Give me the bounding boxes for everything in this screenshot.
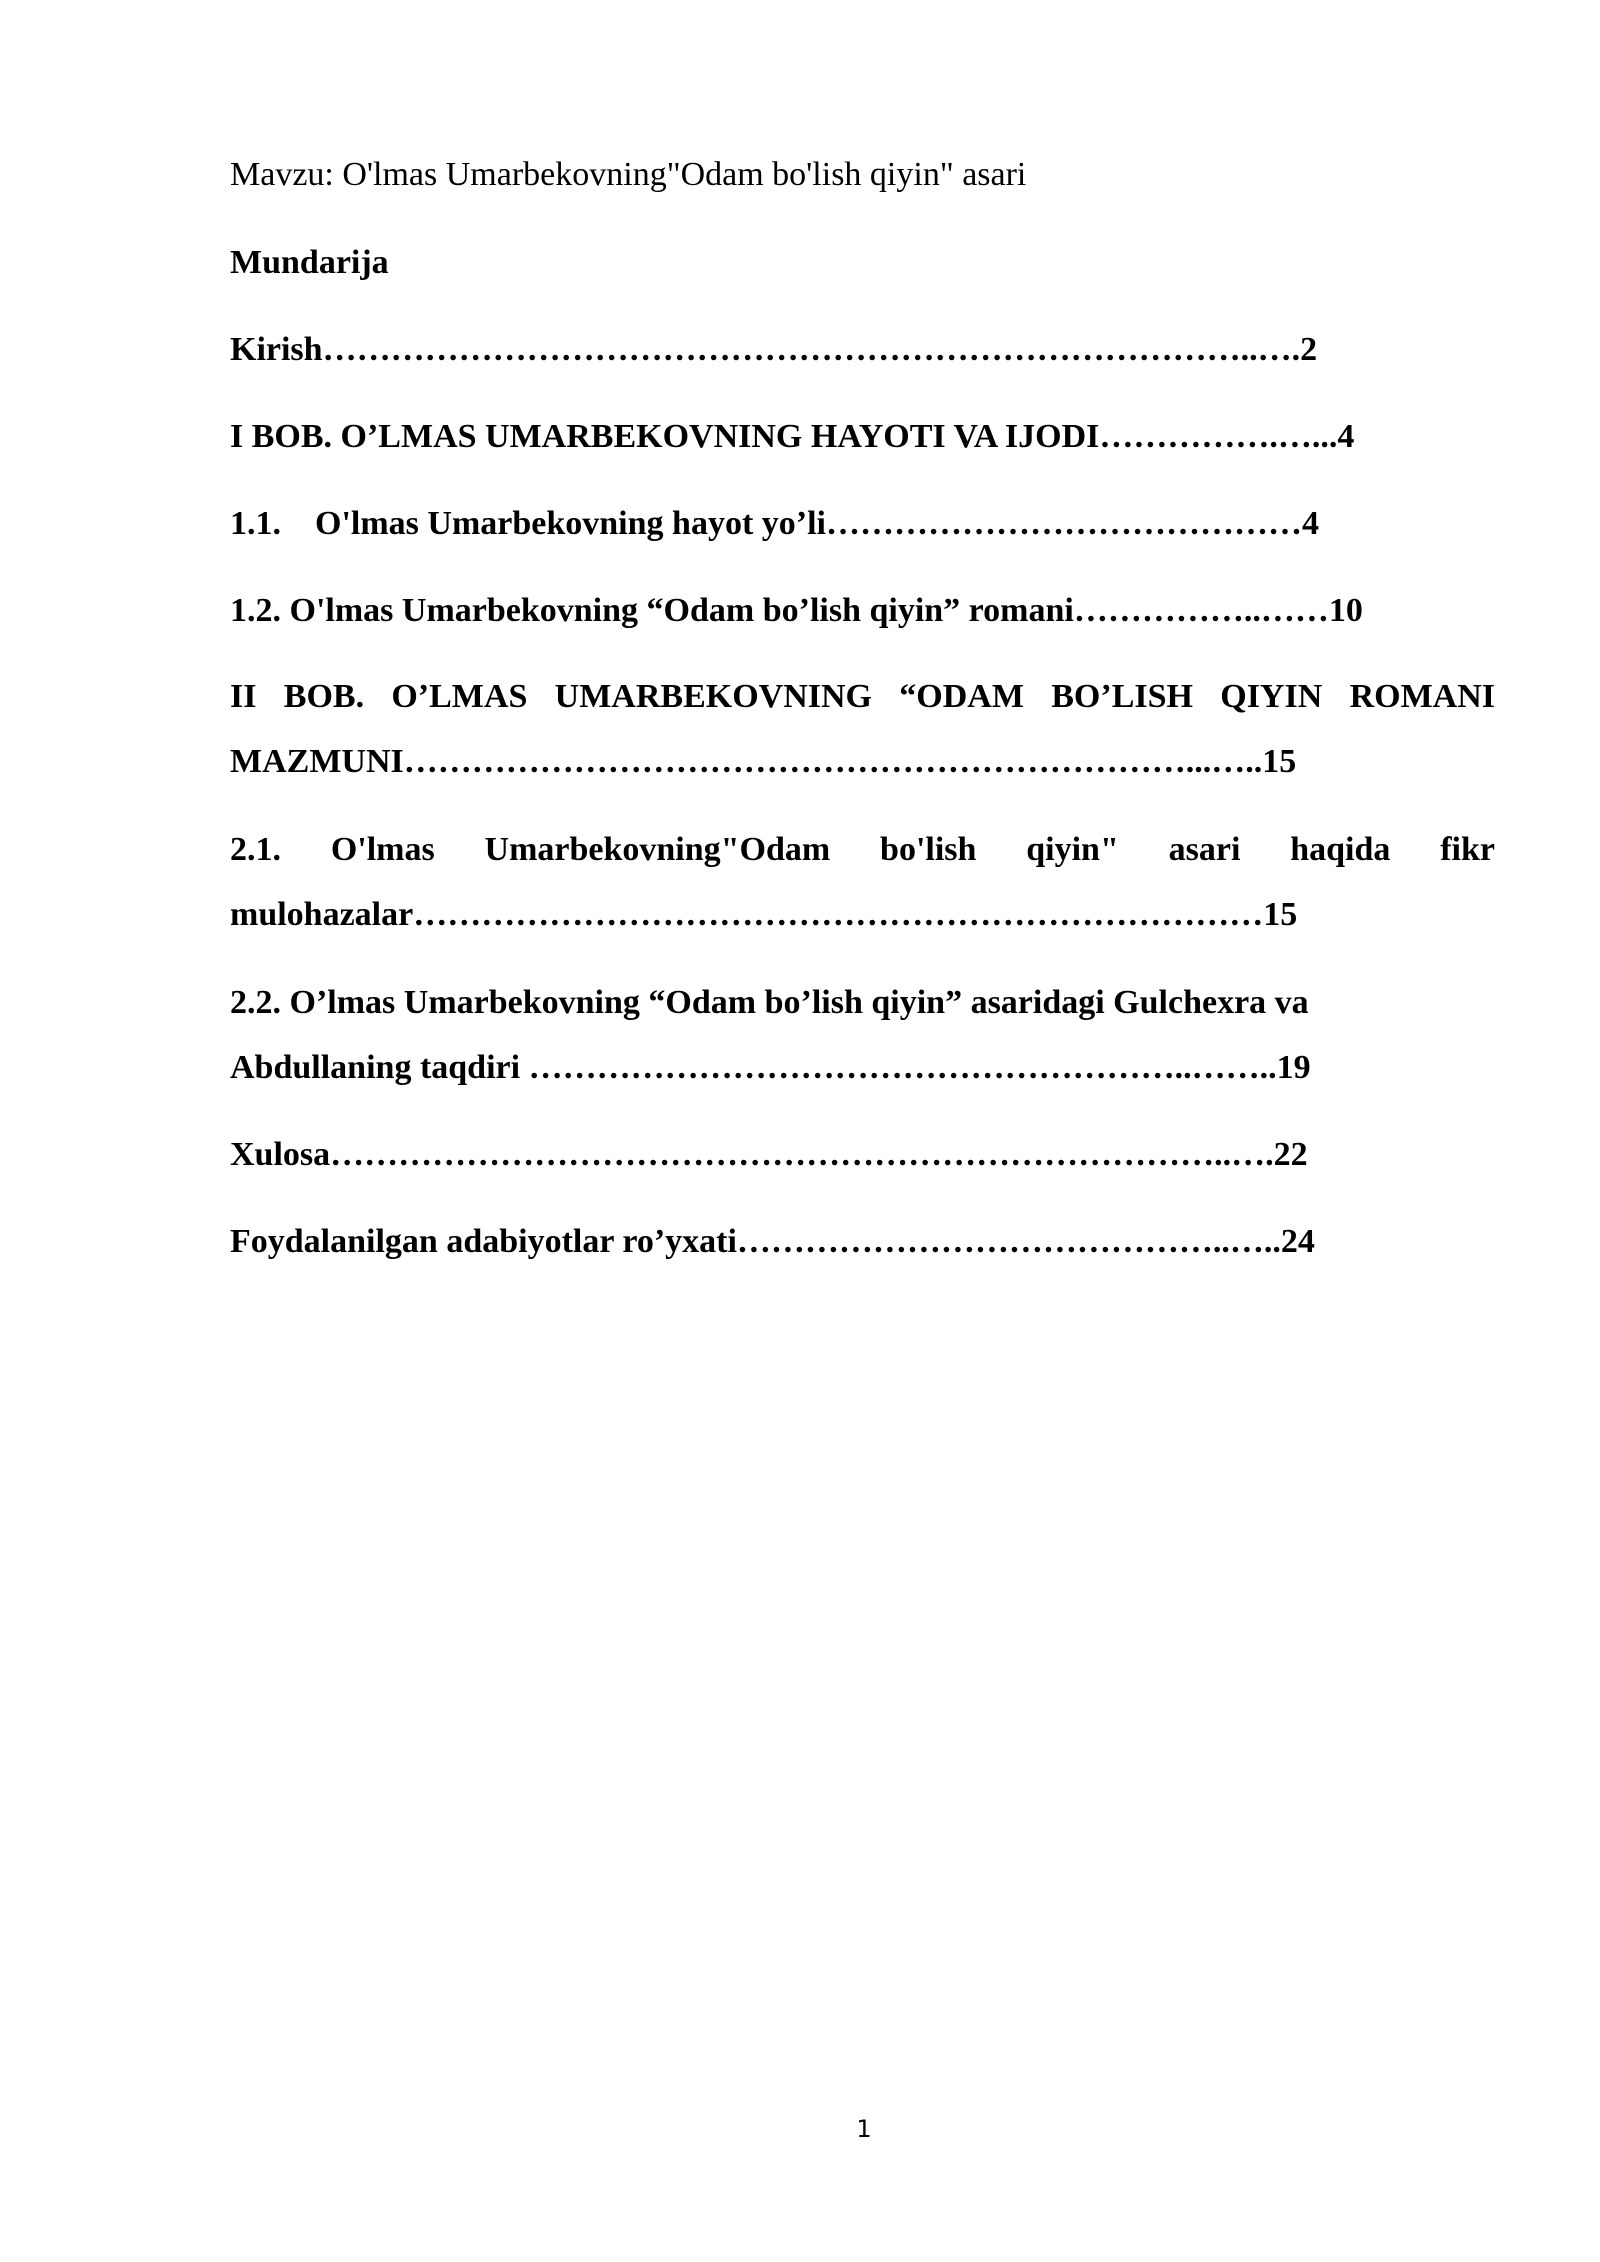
- toc-item-references: Foydalanilgan adabiyotlar ro’yxati……………………………………..…..24: [230, 1223, 1315, 1260]
- toc-item-chapter-2-line2: MAZMUNI……………………………………………………………...…..15: [230, 743, 1297, 780]
- toc-item-kirish: Kirish………………………………………………………………………..….2: [230, 331, 1318, 368]
- toc-item-chapter-2-line1: II BOB. O’LMAS UMARBEKOVNING “ODAM BO’LISH QIYIN ROMANI: [230, 678, 1495, 715]
- topic-line: Mavzu: O'lmas Umarbekovning"Odam bo'lish qiyin" asari: [230, 156, 1027, 193]
- toc-item-chapter-1: I BOB. O’LMAS UMARBEKOVNING HAYOTI VA IJODI…………….…...4: [230, 418, 1355, 455]
- toc-item-2-1-line1: 2.1. O'lmas Umarbekovning"Odam bo'lish qiyin" asari haqida fikr: [230, 831, 1495, 868]
- toc-item-2-1-line2: mulohazalar…………………………………………………………………15: [230, 896, 1298, 933]
- toc-item-1-1: 1.1. O'lmas Umarbekovning hayot yo’li……………………………………4: [230, 505, 1319, 542]
- toc-title: Mundarija: [230, 244, 389, 281]
- page-number: 1: [856, 2115, 872, 2143]
- toc-item-1-2: 1.2. O'lmas Umarbekovning “Odam bo’lish qiyin” romani……………..……10: [230, 592, 1363, 629]
- toc-item-2-2-line2: Abdullaning taqdiri …………………………………………………..……..19: [230, 1049, 1311, 1086]
- toc-item-2-2-line1: 2.2. O’lmas Umarbekovning “Odam bo’lish qiyin” asaridagi Gulchexra va: [230, 984, 1309, 1021]
- toc-item-xulosa: Xulosa……………………………………………………………………..….22: [230, 1136, 1308, 1173]
